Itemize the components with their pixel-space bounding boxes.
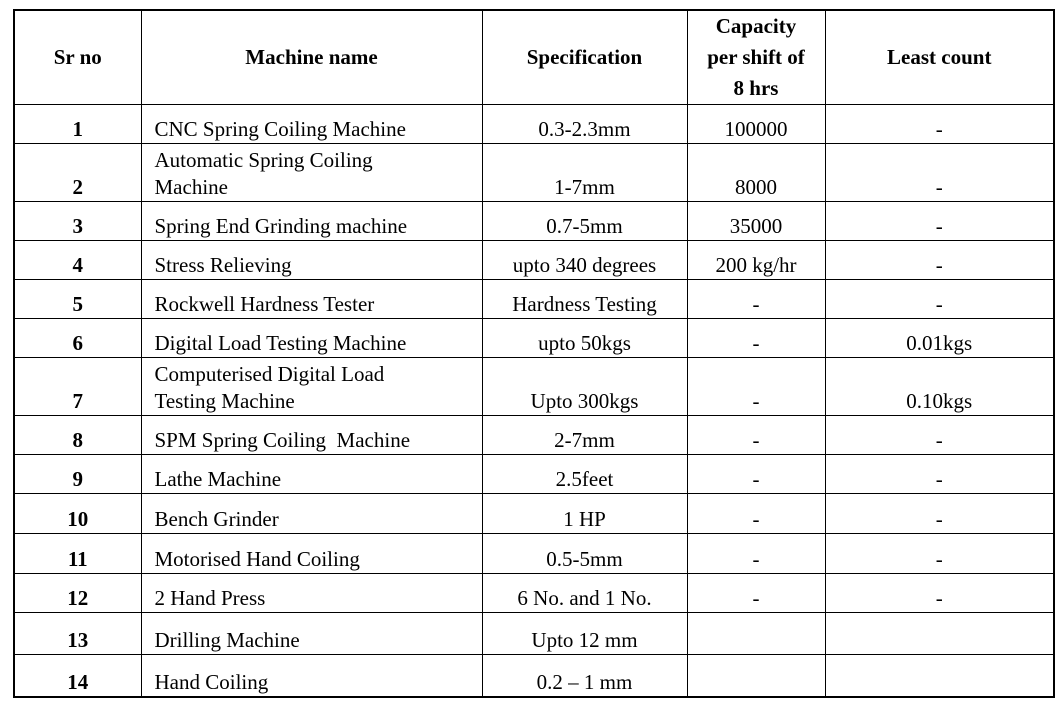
cell-machine-name <box>141 144 482 202</box>
machine-name-line: Lathe Machine <box>154 467 282 491</box>
machine-name-line: Computerised Digital Load <box>154 362 385 386</box>
cell-machine-name <box>141 455 482 494</box>
cell-capacity: 35000 <box>687 202 825 241</box>
cell-capacity: - <box>687 280 825 319</box>
cell-machine-name <box>141 241 482 280</box>
table-row <box>14 494 1054 534</box>
cell-capacity: - <box>687 319 825 358</box>
machine-table <box>13 9 1055 698</box>
cell-least-count: - <box>825 105 1054 144</box>
header-sr-no: Sr no <box>14 10 141 105</box>
cell-least-count: - <box>825 455 1054 494</box>
cell-machine-name <box>141 416 482 455</box>
cell-capacity: - <box>687 494 825 534</box>
machine-name-line: Digital Load Testing Machine <box>154 331 407 355</box>
cell-specification: 6 No. and 1 No. <box>482 574 687 613</box>
cell-machine-name <box>141 280 482 319</box>
cell-specification: Upto 300kgs <box>482 358 687 416</box>
table-row <box>14 613 1054 655</box>
cell-least-count: 0.01kgs <box>825 319 1054 358</box>
table-row <box>14 655 1054 698</box>
cell-least-count: - <box>825 144 1054 202</box>
table-row <box>14 202 1054 241</box>
cell-least-count: - <box>825 202 1054 241</box>
cell-sr: 1 <box>14 105 141 144</box>
cell-capacity: 8000 <box>687 144 825 202</box>
machine-name-line: Testing Machine <box>154 389 295 413</box>
cell-machine-name <box>141 613 482 655</box>
cell-capacity <box>687 655 825 698</box>
table-row <box>14 358 1054 416</box>
cell-capacity: 200 kg/hr <box>687 241 825 280</box>
cell-machine-name <box>141 534 482 574</box>
header-capacity-line3: 8 hrs <box>733 76 779 100</box>
table-row <box>14 241 1054 280</box>
table-row <box>14 574 1054 613</box>
cell-sr: 8 <box>14 416 141 455</box>
cell-least-count: - <box>825 534 1054 574</box>
cell-capacity: 100000 <box>687 105 825 144</box>
cell-sr: 2 <box>14 144 141 202</box>
cell-machine-name <box>141 574 482 613</box>
header-capacity-line1: Capacity <box>715 14 797 38</box>
machine-name-line: Spring End Grinding machine <box>154 214 408 238</box>
cell-least-count <box>825 613 1054 655</box>
cell-capacity: - <box>687 416 825 455</box>
table-row <box>14 319 1054 358</box>
cell-sr: 7 <box>14 358 141 416</box>
machine-name-line: SPM Spring Coiling Machine <box>154 428 411 452</box>
cell-specification: Upto 12 mm <box>482 613 687 655</box>
cell-capacity: - <box>687 358 825 416</box>
cell-sr: 5 <box>14 280 141 319</box>
machine-name-line: Drilling Machine <box>154 628 300 652</box>
machine-name-line: Rockwell Hardness Tester <box>154 292 375 316</box>
cell-machine-name <box>141 202 482 241</box>
cell-specification: 0.5-5mm <box>482 534 687 574</box>
cell-sr: 3 <box>14 202 141 241</box>
table-row <box>14 455 1054 494</box>
header-specification: Specification <box>482 10 687 105</box>
cell-specification: 1 HP <box>482 494 687 534</box>
cell-sr: 4 <box>14 241 141 280</box>
cell-sr: 14 <box>14 655 141 698</box>
cell-sr: 12 <box>14 574 141 613</box>
cell-machine-name <box>141 319 482 358</box>
cell-specification: upto 340 degrees <box>482 241 687 280</box>
cell-specification: Hardness Testing <box>482 280 687 319</box>
cell-machine-name <box>141 494 482 534</box>
cell-capacity: - <box>687 455 825 494</box>
table-row <box>14 144 1054 202</box>
cell-machine-name <box>141 105 482 144</box>
cell-capacity <box>687 613 825 655</box>
machine-name-line: Machine <box>154 175 228 199</box>
cell-least-count: - <box>825 241 1054 280</box>
table-row <box>14 416 1054 455</box>
header-least-count: Least count <box>825 10 1054 105</box>
table-row <box>14 534 1054 574</box>
header-machine-name: Machine name <box>141 10 482 105</box>
cell-specification: 2-7mm <box>482 416 687 455</box>
cell-specification: 1-7mm <box>482 144 687 202</box>
machine-name-line: CNC Spring Coiling Machine <box>154 117 406 141</box>
cell-least-count <box>825 655 1054 698</box>
cell-capacity: - <box>687 534 825 574</box>
header-capacity <box>687 10 825 105</box>
cell-sr: 13 <box>14 613 141 655</box>
cell-least-count: - <box>825 494 1054 534</box>
cell-specification: 0.2 – 1 mm <box>482 655 687 698</box>
machine-name-line: Stress Relieving <box>154 253 292 277</box>
cell-specification: upto 50kgs <box>482 319 687 358</box>
cell-sr: 6 <box>14 319 141 358</box>
cell-sr: 10 <box>14 494 141 534</box>
cell-specification: 0.3-2.3mm <box>482 105 687 144</box>
cell-machine-name <box>141 655 482 698</box>
cell-machine-name <box>141 358 482 416</box>
cell-sr: 9 <box>14 455 141 494</box>
machine-name-line: Motorised Hand Coiling <box>154 547 360 571</box>
header-row <box>14 10 1054 105</box>
machine-name-line: Automatic Spring Coiling <box>154 148 373 172</box>
cell-least-count: - <box>825 280 1054 319</box>
cell-least-count: - <box>825 416 1054 455</box>
cell-least-count: - <box>825 574 1054 613</box>
machine-name-line: 2 Hand Press <box>154 586 266 610</box>
header-capacity-line2: per shift of <box>707 45 805 69</box>
cell-specification: 2.5feet <box>482 455 687 494</box>
cell-specification: 0.7-5mm <box>482 202 687 241</box>
table-row <box>14 105 1054 144</box>
table-row <box>14 280 1054 319</box>
machine-name-line: Bench Grinder <box>154 507 279 531</box>
cell-capacity: - <box>687 574 825 613</box>
cell-sr: 11 <box>14 534 141 574</box>
cell-least-count: 0.10kgs <box>825 358 1054 416</box>
machine-name-line: Hand Coiling <box>154 670 269 694</box>
